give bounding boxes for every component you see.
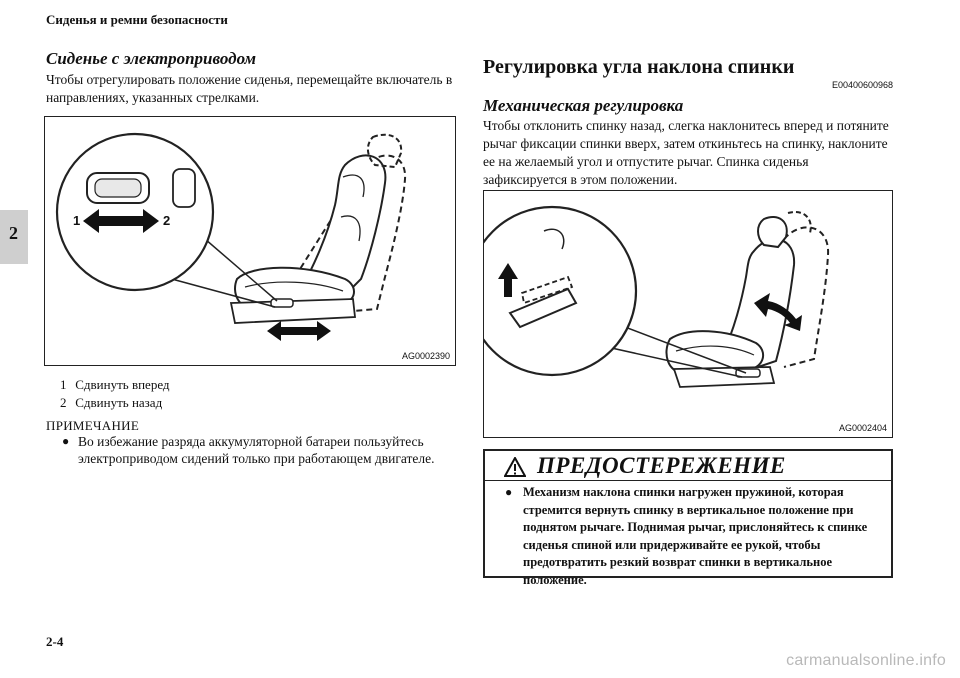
figure-code: AG0002390 [401, 351, 450, 361]
page-number: 2-4 [46, 634, 64, 649]
power-seat-figure [44, 116, 456, 366]
legend-item: 2 Сдвинуть назад [60, 395, 163, 410]
running-header: Сиденья и ремни безопасности [46, 12, 228, 27]
recline-paragraph: Чтобы отклонить спинку назад, слегка наклонитесь вперед и потяните рычаг фиксации спинки вверх, затем откиньтесь на спинку, наклоните ее на желаемый угол и отпустите рычаг. Спинка сиденья зафиксируется в этом положении. [483, 118, 889, 187]
figure-label-2: 2 [163, 213, 171, 228]
chapter-number: 2 [9, 223, 18, 243]
section-title-recline: Регулировка угла наклона спинки [483, 56, 795, 78]
section-title-power-seat: Сиденье с электроприводом [46, 49, 257, 68]
warning-title: ПРЕДОСТЕРЕЖЕНИЕ [537, 453, 786, 478]
recline-figure [483, 190, 893, 438]
power-seat-illustration [45, 117, 455, 365]
bullet-icon: ● [62, 434, 70, 448]
power-seat-paragraph: Чтобы отрегулировать положение сиденья, перемещайте включатель в направлениях, указанных стрелками. [46, 72, 453, 105]
warning-triangle-icon [504, 457, 526, 477]
figure-code: AG0002404 [838, 423, 887, 433]
note-body [62, 433, 454, 467]
warning-body [505, 484, 880, 589]
legend-item: 1 Сдвинуть вперед [60, 377, 170, 392]
reference-code: E00400600968 [831, 80, 893, 90]
figure-legend [60, 376, 170, 412]
warning-header [485, 451, 891, 481]
bullet-icon: ● [505, 485, 513, 499]
note-text: Во избежание разряда аккумуляторной батареи пользуйтесь электроприводом сидений только при работающем двигателе. [78, 434, 435, 466]
warning-box [483, 449, 893, 587]
subsection-title-manual: Механическая регулировка [483, 96, 684, 115]
warning-text: Механизм наклона спинки нагружен пружиной, которая стремится вернуть спинку в вертикальное положение при поднятом рычаге. Поднимая рычаг, прислоняйтесь к спинке сиденья спиной или придерживайте ее рукой, чтобы предотвратить резкий возврат спинки в вертикальное положение. [523, 485, 868, 587]
watermark: carmanualsonline.info [786, 652, 946, 669]
note-title: ПРИМЕЧАНИЕ [46, 418, 140, 433]
figure-label-1: 1 [73, 213, 81, 228]
recline-illustration [484, 191, 892, 437]
